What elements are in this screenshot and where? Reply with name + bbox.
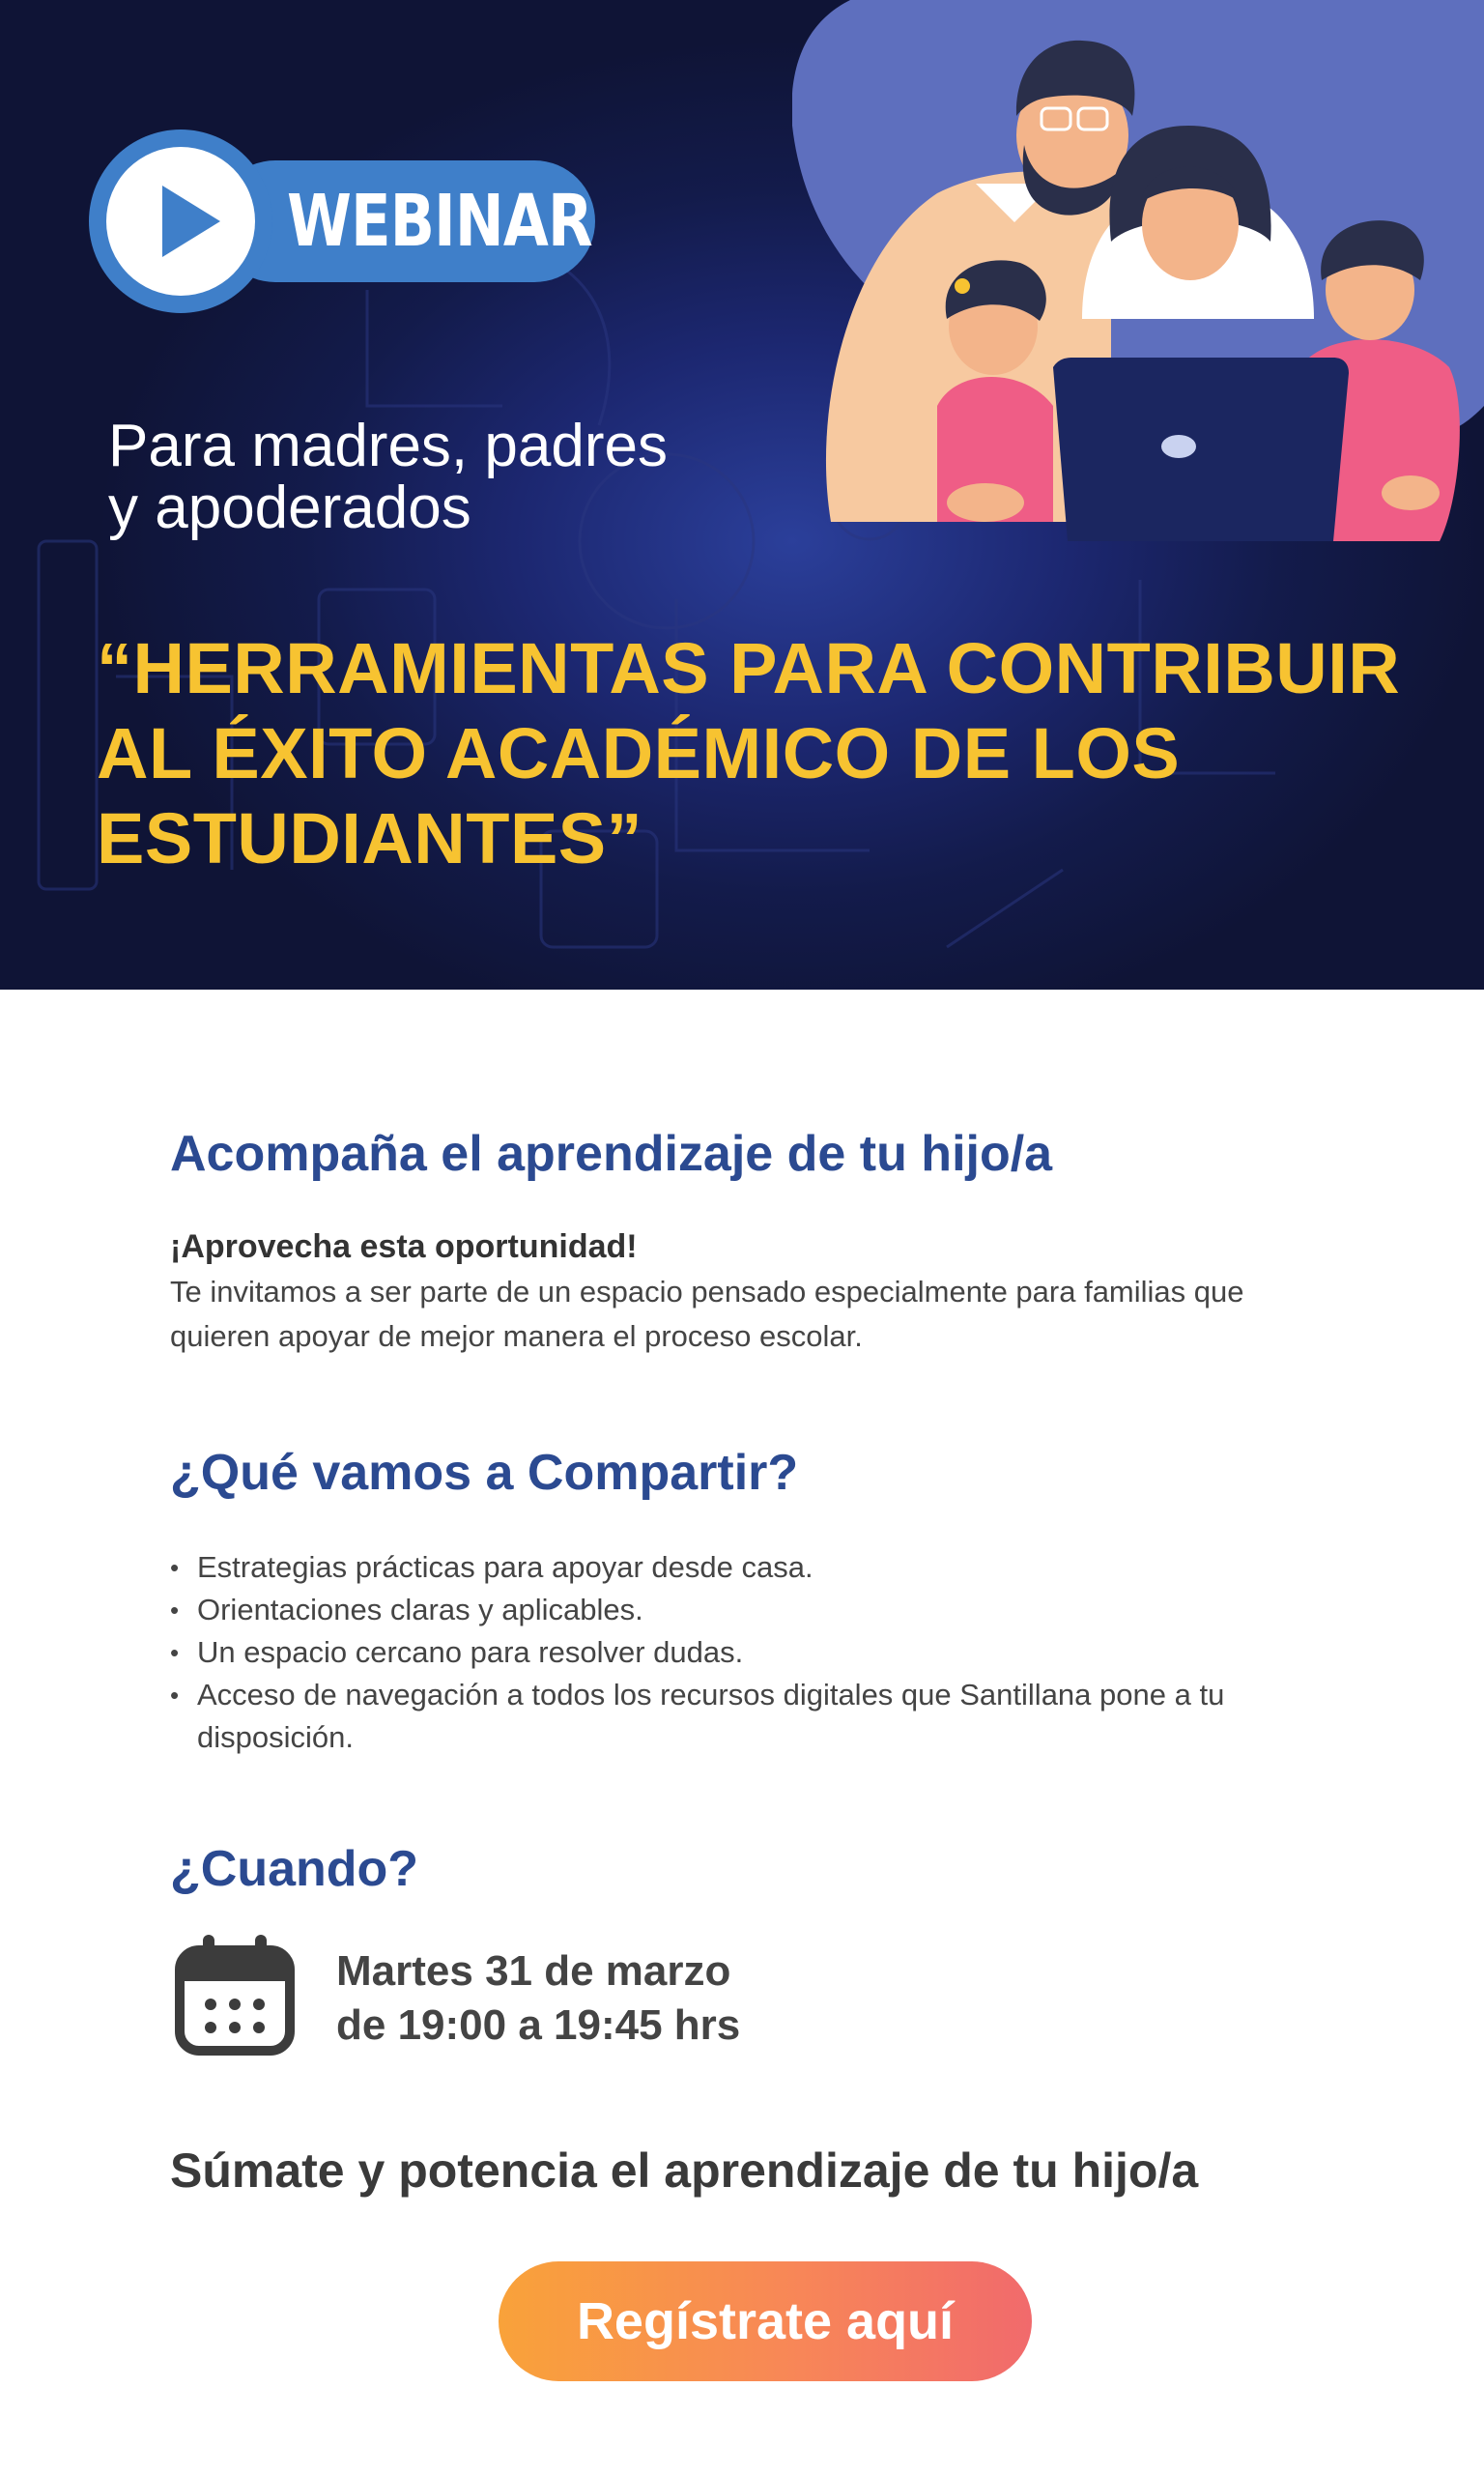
play-icon — [106, 147, 255, 296]
webinar-title — [97, 626, 1459, 881]
calendar-icon — [174, 1933, 296, 2057]
cta-heading: Súmate y potencia el aprendizaje de tu hijo/a — [170, 2143, 1199, 2198]
title-line-1: “HERRAMIENTAS PARA CONTRIBUIR — [97, 628, 1401, 708]
audience-subtitle — [108, 413, 842, 541]
hero-banner — [0, 0, 1484, 990]
list-item — [170, 1674, 1378, 1759]
intro-heading: Acompaña el aprendizaje de tu hijo/a — [170, 1126, 1053, 1182]
webinar-badge — [89, 129, 595, 313]
intro-text-line-1: Te invitamos a ser parte de un espacio pensado especialmente para familias que — [170, 1275, 1244, 1309]
play-button-circle — [89, 129, 272, 313]
list-item — [170, 1546, 1378, 1589]
list-item-text: • Acceso de navegación a todos los recursos digitales que Santillana pone a tu — [197, 1678, 1225, 1712]
list-item-text: Estrategias prácticas para apoyar desde casa. — [197, 1550, 813, 1584]
when-heading: ¿Cuando? — [170, 1841, 419, 1897]
event-time-line-2: de 19:00 a 19:45 hrs — [336, 2001, 741, 2049]
share-heading: ¿Qué vamos a Compartir? — [170, 1445, 799, 1501]
register-button[interactable]: Regístrate aquí — [499, 2261, 1032, 2381]
play-inner — [106, 147, 255, 296]
list-item-text-continued: disposición. — [197, 1720, 354, 1754]
intro-lead: ¡Aprovecha esta oportunidad! — [170, 1228, 638, 1265]
list-item-text: Orientaciones claras y aplicables. — [197, 1593, 643, 1626]
intro-paragraph — [170, 1270, 1378, 1359]
audience-line-2: y apoderados — [108, 475, 471, 541]
event-date-line-1: Martes 31 de marzo — [336, 1947, 731, 1995]
audience-line-1: Para madres, padres — [108, 413, 668, 479]
list-item — [170, 1589, 1378, 1631]
webinar-label: WEBINAR — [287, 180, 592, 263]
intro-text-line-2: quieren apoyar de mejor manera el proceso escolar. — [170, 1319, 863, 1353]
title-line-2: AL ÉXITO ACADÉMICO DE LOS — [97, 713, 1181, 793]
list-item-text: Un espacio cercano para resolver dudas. — [197, 1635, 744, 1669]
family-laptop-illustration — [792, 0, 1484, 541]
benefits-list — [170, 1546, 1378, 1759]
list-item — [170, 1631, 1378, 1674]
event-date — [336, 1944, 740, 2053]
title-line-3: ESTUDIANTES” — [97, 798, 643, 878]
